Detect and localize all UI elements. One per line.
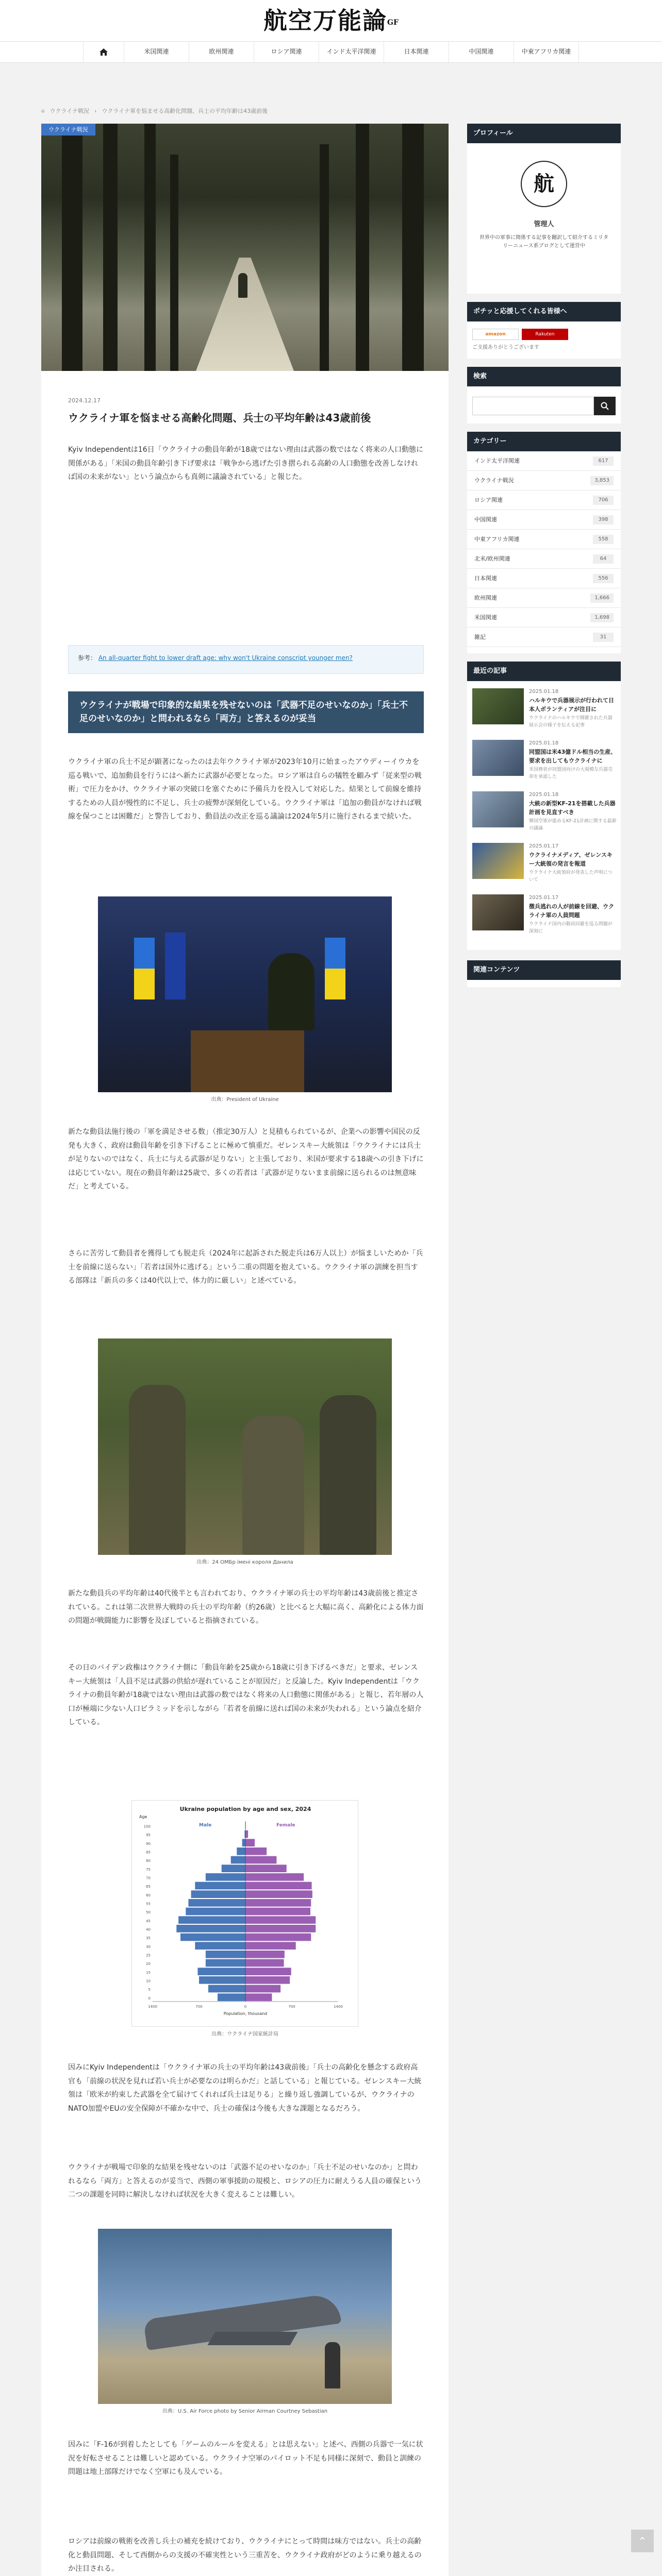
y-tick-label: 50 [146, 1910, 151, 1915]
aircraft-wing [207, 2332, 297, 2345]
breadcrumb-home-icon[interactable]: ⌂ [41, 108, 45, 114]
x-axis-label: Population, thousand [223, 2011, 268, 2016]
bar-male-90 [242, 1839, 245, 1846]
rakuten-banner[interactable]: Rakuten [522, 329, 568, 340]
bar-male-70 [206, 1873, 245, 1881]
x-tick-label: 700 [195, 2005, 203, 2009]
category-count: 398 [593, 515, 614, 524]
bar-female-10 [245, 1976, 290, 1984]
bar-female-25 [245, 1951, 285, 1958]
breadcrumb [41, 106, 268, 116]
nav-item-japan[interactable]: 日本関連 [384, 42, 449, 62]
soldier-figure [242, 1416, 304, 1555]
main-nav [0, 41, 662, 63]
photo-zelensky [98, 896, 392, 1092]
paragraph-2: 新たな動員法施行後の「軍を満足させる数」（推定30万人）と見積もられているが、企業への影響や国民の反発も大きく、政府は動員年齢を引き下げることに極めて慎重だ。ゼレンスキー大統領は「ウクライナには兵士が足りないのではなく、兵士に与える武器が足りない」と主張しており、米国が要求する18歳への引き下げには応じていない。現在の動員年齢は25歳で、多くの若者は「武器が足りないまま前線に送られるのは無意味だ」と考えている。 [68, 1128, 424, 1191]
y-tick-label: 40 [146, 1927, 151, 1932]
recent-post[interactable] [472, 688, 617, 738]
bar-female-50 [245, 1908, 310, 1916]
recent-post[interactable] [472, 791, 617, 841]
scroll-to-top-button[interactable] [631, 2530, 654, 2552]
eyecatch-soldier [238, 273, 247, 298]
eyecatch-tree [320, 144, 329, 371]
y-tick-label: 95 [146, 1833, 151, 1838]
recent-post[interactable] [472, 740, 617, 789]
paragraph-9: ロシアは前線の戦術を改善し兵士の補充を続けており、ウクライナにとって時間は味方ではない。兵士の高齢化と動員問題、そして西側からの支援の不確実性という三重苦を、ウクライナ政府がどのように乗り越えるのか注目される。 [68, 2537, 422, 2573]
widget-title: 最近の記事 [467, 662, 621, 681]
site-logo-text: 航空万能論 [263, 7, 388, 35]
bar-female-80 [245, 1856, 276, 1864]
categories-widget [467, 432, 621, 653]
bar-female-20 [245, 1959, 284, 1967]
photo-caption: 出典：President of Ukraine [211, 1097, 279, 1103]
category-count: 3,853 [590, 476, 614, 485]
recent-post-excerpt: ウクライナ大統領府が発表した声明について [529, 870, 613, 883]
bar-male-10 [199, 1976, 245, 1984]
eyecatch-tree [402, 124, 424, 371]
bar-male-30 [195, 1942, 245, 1950]
y-tick-label: 65 [146, 1885, 151, 1889]
donate-label: ご支援ありがとうございます [472, 345, 539, 350]
category-count: 31 [593, 633, 614, 642]
category-item[interactable] [467, 490, 621, 510]
x-tick-label: 1400 [334, 2005, 343, 2009]
eyecatch-tree [103, 124, 118, 371]
y-tick-label: 75 [146, 1867, 151, 1872]
chart-title: Ukraine population by age and sex, 2024 [179, 1806, 311, 1812]
paragraph-intro: Kyiv Independentは16日「ウクライナの動員年齢が18歳ではない理由は武器の数ではなく将来の人口動態に関係がある」「米国の動員年齢引き下げ要求は「戦争から逃げた引き摺られる高齢の人口動態を改善しなければ国の未来がない」という論点からも真剣に議論されている」と報じた。 [68, 446, 424, 482]
category-count: 64 [593, 554, 614, 564]
category-item[interactable] [467, 549, 621, 569]
donate-widget [467, 302, 621, 359]
widget-title: カテゴリー [467, 432, 621, 451]
bar-female-30 [245, 1942, 296, 1950]
profile-widget [467, 124, 621, 294]
soldier-figure [320, 1395, 376, 1555]
speaker-figure [268, 953, 315, 1030]
nav-item-russia[interactable]: ロシア関連 [254, 42, 319, 62]
bar-male-35 [180, 1934, 245, 1941]
category-item[interactable] [467, 569, 621, 588]
source-label: 参考： [78, 654, 97, 662]
y-tick-label: 30 [146, 1944, 151, 1949]
recent-post-date: 2025.01.18 [529, 689, 559, 694]
paragraph-6: 因みにKyiv Independentは「ウクライナ軍の兵士の平均年齢は43歳前後」「兵士の高齢化を懸念する政府高官も「前線の状況を見れば若い兵士が必要なのは明らかだ」と話している」と報じている。ゼレンスキー大統領は「欧米が約束した武器を全て届けてくれれば兵士は足りる」と繰り返し強調しているが、ウクライナのNATO加盟やEUの安全保障が不確かな中で、兵士の確保は今後も大きな課題となるだろう。 [68, 2063, 422, 2113]
recent-post-thumb[interactable] [472, 791, 524, 827]
ground-crew [325, 2342, 340, 2388]
bar-female-35 [245, 1934, 311, 1941]
bar-female-85 [245, 1848, 267, 1855]
widget-title: 検索 [467, 367, 621, 386]
related-content-widget [467, 960, 621, 987]
photo-caption: 出典：24 ОМБр імені короля Данила [196, 1560, 293, 1565]
recent-post-date: 2025.01.18 [529, 740, 559, 746]
population-pyramid-chart [131, 1800, 358, 2027]
paragraph-3: さらに苦労して動員者を獲得しても脱走兵（2024年に起訴された脱走兵は6万人以上）が悩ましいためか「兵士を前線に送らない」「若者は国外に逃げる」という二重の問題を抱えている。ウクライナ軍の訓練を担当する部隊は「新兵の多くは40代以上で、体力的に厳しい」と述べている。 [68, 1249, 423, 1285]
category-item[interactable] [467, 451, 621, 471]
section-heading: ウクライナが戦場で印象的な結果を残せないのは「武器不足のせいなのか」「兵士不足のせいなのか」と問われるなら「両方」と答えるのが妥当 [68, 691, 424, 733]
bar-female-65 [245, 1882, 312, 1890]
bar-female-0 [245, 1993, 272, 2001]
bar-female-55 [245, 1899, 311, 1907]
bar-male-50 [186, 1908, 245, 1916]
category-name: 欧州関連 [474, 594, 497, 601]
breadcrumb-current: ウクライナ軍を悩ませる高齢化問題、兵士の平均年齢は43歳前後 [102, 108, 268, 114]
recent-post-title[interactable]: ウクライナメディア、ゼレンスキー大統領の発言を報道 [529, 852, 613, 867]
x-tick-label: 0 [244, 2005, 247, 2009]
bar-male-80 [231, 1856, 245, 1864]
profile-description: 世界中の軍事に関係する記事を翻訳して紹介するミリタリーニュース系ブログとして運営中 [479, 235, 608, 249]
recent-post-title[interactable]: 徴兵逃れの人が前線を回避、ウクライナ軍の人員問題 [529, 903, 614, 919]
y-tick-label: 55 [146, 1902, 151, 1906]
y-axis-label: Age [139, 1815, 147, 1819]
category-count: 617 [593, 456, 614, 466]
bar-male-55 [188, 1899, 245, 1907]
recent-post-title[interactable]: ハルキウで兵器展示が行われて日本人ボランティアが注目に [529, 697, 614, 713]
recent-post-excerpt: ウクライナのハルキウで開催された兵器展示会の様子を伝える記事 [529, 716, 613, 728]
photo-caption: 出典：U.S. Air Force photo by Senior Airman Courtney Sebastian [162, 2409, 328, 2414]
recent-post-thumb[interactable] [472, 894, 524, 930]
nav-item-china[interactable]: 中国関連 [449, 42, 514, 62]
category-name: 雑記 [474, 633, 486, 640]
recent-posts-widget [467, 662, 621, 950]
bar-male-20 [206, 1959, 245, 1967]
paragraph-5: その日のバイデン政権はウクライナ側に「動員年齢を25歳から18歳に引き下げるべきだ」と要求、ゼレンスキー大統領は「人員不足は武器の供給が遅れていることが原因だ」と反論した。Kyiv Independentは「ウクライナの動員年齢が18歳ではない理由は武器の数ではなく将来の人口動態に関係がある」と報じ、若年層の人口が極端に少ない人口ピラミッドを示しながら「若者を前線に送れば国の未来が失われる」という論点を紹介している。 [68, 1664, 424, 1727]
bar-male-75 [222, 1865, 245, 1872]
category-item[interactable] [467, 628, 621, 647]
recent-post-excerpt: 韓国空軍が進めるKF-21計画に関する最新の議論 [529, 819, 617, 831]
legend-male: Male [199, 1823, 212, 1828]
bar-female-15 [245, 1968, 291, 1975]
recent-post[interactable] [472, 843, 617, 892]
bar-female-70 [245, 1873, 304, 1881]
bar-female-90 [245, 1839, 255, 1846]
eyecatch-tree [144, 124, 156, 371]
site-logo[interactable] [0, 4, 662, 39]
bar-male-5 [208, 1985, 245, 1993]
bar-male-60 [191, 1890, 245, 1898]
search-input[interactable] [472, 397, 594, 415]
paragraph-7: ウクライナが戦場で印象的な結果を残せないのは「武器不足のせいなのか」「兵士不足のせいなのか」と問われるなら「両方」と答えるのが妥当で、西側の軍事援助の規模と、ロシアの圧力に耐えうる人員の確保という二つの課題を同時に解決しなければ状況を大きく変えることは難しい。 [68, 2163, 422, 2199]
y-tick-label: 100 [143, 1824, 151, 1829]
y-tick-label: 20 [146, 1962, 151, 1967]
post-title: ウクライナ軍を悩ませる高齢化問題、兵士の平均年齢は43歳前後 [68, 412, 371, 424]
soldier-figure [129, 1385, 186, 1555]
flag-ukraine [325, 938, 345, 999]
widget-title: プロフィール [467, 124, 621, 143]
photo-f16 [98, 2229, 392, 2404]
recent-post-excerpt: 米国務省が同盟国向けの大規模な兵器売却を承認した [529, 767, 613, 779]
bar-female-40 [245, 1925, 316, 1933]
post-date: 2024.12.17 [68, 397, 101, 404]
source-link[interactable]: An all-quarter fight to lower draft age: why won't Ukraine conscript younger men? [98, 654, 353, 662]
breadcrumb-separator: › [94, 108, 97, 114]
eyecatch-image [41, 124, 449, 371]
article [41, 124, 449, 2576]
y-tick-label: 45 [146, 1919, 151, 1923]
category-name: 日本関連 [474, 574, 497, 582]
nav-item-us[interactable]: 米国関連 [124, 42, 189, 62]
photo-soldiers [98, 1338, 392, 1555]
recent-post[interactable] [472, 894, 617, 944]
y-tick-label: 10 [146, 1979, 151, 1984]
category-badge[interactable]: ウクライナ戦況 [41, 124, 95, 135]
pyramid-svg [132, 1801, 359, 2027]
site-logo-suffix: GF [387, 19, 399, 27]
bar-male-85 [237, 1848, 245, 1855]
bar-female-45 [245, 1916, 316, 1924]
bar-female-95 [245, 1831, 248, 1838]
nav-item-middle-east[interactable]: 中東アフリカ関連 [514, 42, 579, 62]
legend-female: Female [276, 1823, 295, 1828]
search-icon [601, 402, 609, 410]
eyecatch-tree [356, 124, 369, 371]
paragraph-1: ウクライナ軍の兵士不足が顕著になったのは去年ウクライナ軍が2023年10月に始まったアウディーイウカを巡る戦いで、追加動員を行うにはへ新たに武器が必要となった。ロシア軍は自らの犠牲を顧みず「従来型の戦術」で圧力をかけ、ウクライナ軍の突破口を塞ぐために予備兵力を投入して対応した。結果として前線を維持するための人員が慢性的に不足し、兵士の疲弊が深刻化している。ウクライナ軍は「追加の動員がなければ戦線を保つことは困難だ」と警告しており、動員法の改正を巡る議論は2024年5月に施行されるまで続いた。 [68, 758, 422, 821]
category-count: 706 [593, 496, 614, 505]
bar-male-65 [195, 1882, 245, 1890]
nav-item-europe[interactable]: 欧州関連 [189, 42, 254, 62]
bar-male-45 [178, 1916, 245, 1924]
y-tick-label: 0 [148, 1996, 151, 2001]
y-tick-label: 60 [146, 1893, 151, 1897]
recent-post-date: 2025.01.18 [529, 792, 559, 798]
y-tick-label: 80 [146, 1859, 151, 1863]
breadcrumb-category[interactable]: ウクライナ戦況 [49, 108, 90, 114]
amazon-banner[interactable]: amazon [472, 329, 519, 340]
category-count: 556 [593, 574, 614, 583]
category-name: 米国関連 [474, 614, 497, 621]
y-tick-label: 85 [146, 1850, 151, 1855]
eyecatch-tree [170, 155, 178, 371]
category-item[interactable] [467, 530, 621, 549]
chevron-up-icon: ⌃ [638, 2535, 647, 2547]
category-count: 1,698 [590, 613, 614, 622]
y-tick-label: 70 [146, 1876, 151, 1880]
y-tick-label: 15 [146, 1970, 151, 1975]
bar-male-0 [218, 1993, 245, 2001]
profile-avatar[interactable]: 航 [521, 161, 567, 207]
x-tick-label: 700 [288, 2005, 295, 2009]
category-name: 中東アフリカ関連 [474, 535, 520, 543]
category-item[interactable] [467, 471, 621, 490]
category-name: 北米/欧州関連 [474, 555, 510, 562]
y-tick-label: 5 [148, 1988, 151, 1992]
category-count: 558 [593, 535, 614, 544]
site-header [0, 0, 662, 41]
recent-post-thumb[interactable] [472, 843, 524, 879]
category-count: 1,666 [590, 594, 614, 603]
recent-post-thumb[interactable] [472, 740, 524, 776]
chart-caption: 出典：ウクライナ国家統計局 [211, 2031, 278, 2037]
recent-post-title[interactable]: 同盟国は米43億ドル相当の生産、要求を出してもウクライナに [529, 749, 617, 764]
category-item[interactable] [467, 588, 621, 608]
bar-male-40 [176, 1925, 245, 1933]
bar-male-15 [197, 1968, 245, 1975]
flag-ukraine [134, 938, 155, 999]
y-tick-label: 35 [146, 1936, 151, 1941]
category-name: 中国関連 [474, 516, 497, 523]
x-tick-label: 1400 [148, 2005, 157, 2009]
category-name: インド太平洋関連 [474, 457, 520, 464]
nav-home[interactable] [83, 42, 124, 62]
home-icon [99, 48, 108, 56]
bar-female-5 [245, 1985, 280, 1993]
profile-name: 管理人 [534, 221, 554, 228]
category-name: ウクライナ戦況 [474, 477, 514, 484]
category-item[interactable] [467, 608, 621, 628]
recent-post-thumb[interactable] [472, 688, 524, 724]
category-name: ロシア関連 [474, 496, 503, 503]
widget-title: ポチッと応援してくれる皆様へ [467, 302, 621, 321]
recent-post-date: 2025.01.17 [529, 895, 559, 901]
y-tick-label: 90 [146, 1841, 151, 1846]
paragraph-4: 新たな動員兵の平均年齢は40代後半とも言われており、ウクライナ軍の兵士の平均年齢は43歳前後と推定されている。これは第二次世界大戦時の兵士の平均年齢（約26歳）と比べると大幅に高く、高齢化による体力面の問題が戦闘能力に影響を及ぼしていると指摘されている。 [68, 1589, 424, 1625]
source-box [68, 645, 424, 674]
paragraph-8: 因みに「F-16が到着したとしても「ゲームのルールを変える」とは思えない」と述べ、西側の兵器で一気に状況を好転させることは難しいと認めている。ウクライナ空軍のパイロット不足も同様に深刻で、動員と訓練の問題は地上部隊だけでなく空軍にも及んでいる。 [68, 2441, 423, 2477]
nav-item-indo-pacific[interactable]: インド太平洋関連 [319, 42, 384, 62]
bar-female-75 [245, 1865, 287, 1872]
bar-male-25 [206, 1951, 245, 1958]
eyecatch-tree [62, 124, 82, 371]
y-tick-label: 25 [146, 1953, 151, 1958]
category-item[interactable] [467, 510, 621, 530]
donate-banners[interactable] [472, 329, 568, 340]
category-list [467, 451, 621, 647]
widget-title: 関連コンテンツ [467, 960, 621, 980]
recent-post-title[interactable]: 大統の新型KF-21を搭載した兵器計画を見直すべき [529, 800, 616, 816]
podium [191, 1030, 304, 1092]
recent-post-excerpt: ウクライナ国内の動員回避を巡る問題が深刻に [529, 922, 613, 934]
recent-post-date: 2025.01.17 [529, 843, 559, 849]
bar-female-60 [245, 1890, 312, 1898]
search-widget [467, 367, 621, 423]
flag-eu [165, 933, 186, 999]
search-button[interactable] [594, 397, 616, 415]
